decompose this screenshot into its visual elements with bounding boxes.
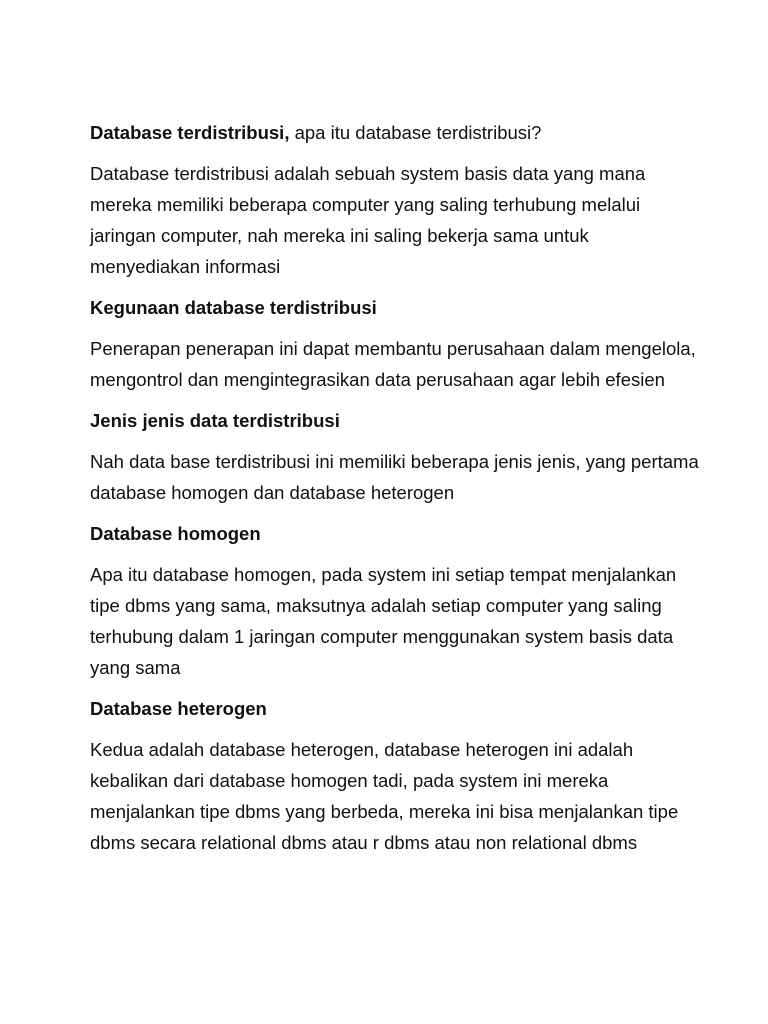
document-page [90, 117, 700, 868]
heading-kegunaan: Kegunaan database terdistribusi [90, 297, 377, 318]
paragraph-jenis: Nah data base terdistribusi ini memiliki beberapa jenis jenis, yang pertama database homogen dan database heterogen [90, 451, 699, 503]
paragraph-homogen: Apa itu database homogen, pada system ini setiap tempat menjalankan tipe dbms yang sama, maksutnya adalah setiap computer yang saling terhubung dalam 1 jaringan computer menggunakan system basis data yang sama [90, 564, 677, 678]
intro-question: apa itu database terdistribusi? [289, 122, 542, 143]
heading-homogen: Database homogen [90, 523, 261, 544]
paragraph-definition: Database terdistribusi adalah sebuah system basis data yang mana mereka memiliki beberapa computer yang saling terhubung melalui jaringan computer, nah mereka ini saling bekerja sama untuk menyediakan informasi [90, 163, 646, 277]
paragraph-heterogen: Kedua adalah database heterogen, database heterogen ini adalah kebalikan dari database homogen tadi, pada system ini mereka menjalankan tipe dbms yang berbeda, mereka ini bisa menjalankan tipe dbms secara relational dbms atau r dbms atau non relational dbms [90, 739, 679, 853]
intro-bold-title: Database terdistribusi, [90, 122, 290, 143]
intro-line [90, 117, 700, 148]
paragraph-kegunaan: Penerapan penerapan ini dapat membantu perusahaan dalam mengelola, mengontrol dan mengintegrasikan data perusahaan agar lebih efesien [90, 338, 696, 390]
heading-heterogen: Database heterogen [90, 698, 267, 719]
heading-jenis: Jenis jenis data terdistribusi [90, 410, 340, 431]
